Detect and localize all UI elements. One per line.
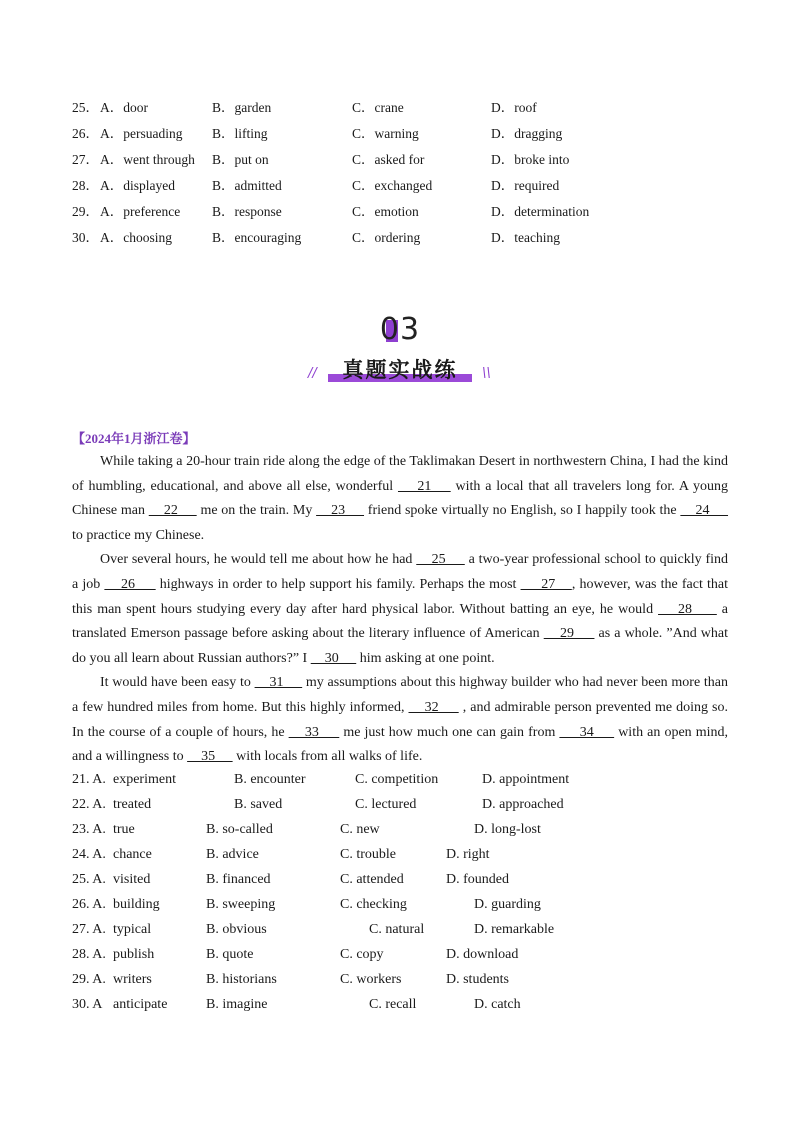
option-a: A．choosing [100,230,172,245]
option-b: B．admitted [212,178,282,193]
option-a: A．went through [100,152,195,167]
blank-21: 21 [397,478,451,494]
blank-35: 35 [187,749,233,765]
option-c: C. lectured [355,797,417,812]
passage-text: with an open mind, and a willingness to [72,724,729,765]
section-number: 03 [379,312,421,347]
blank-32: 32 [408,699,459,715]
option-b: B. sweeping [206,897,276,912]
option-d: D. download [446,947,519,962]
option-b: B．encouraging [212,230,302,245]
option-c: C. new [340,822,380,837]
option-c: C. competition [355,772,439,787]
passage-text: It would have been easy to [100,675,255,691]
option-d: D．broke into [491,152,570,167]
blank-27: 27 [520,576,572,592]
question-number: 25. A. [72,872,106,887]
option-d: D. right [446,847,490,862]
option-d: D．required [491,178,560,193]
blank-25: 25 [416,552,465,568]
passage-text: as a whole. ”And what do you all learn about Russian authors?” I [72,626,728,666]
question-number: 30. A [72,997,103,1012]
section-title: 真题实战练 [342,358,458,382]
option-d: D. catch [474,997,521,1012]
passage-text: me just how much one can gain from [339,724,560,740]
option-d: D. guarding [474,897,541,912]
blank-29: 29 [543,626,595,642]
blank-30: 30 [310,650,357,666]
option-a: true [113,822,135,837]
blank-23: 23 [316,503,365,519]
passage-text: with locals from all walks of life. [232,749,423,765]
question-number: 29. A. [72,972,106,987]
option-c: C．asked for [352,152,425,167]
question-number: 23. A. [72,822,106,837]
option-b: B. encounter [234,772,306,787]
option-number: 29． [72,204,99,219]
passage-paragraph [72,671,728,769]
option-c: C. natural [369,922,425,937]
option-b: B. obvious [206,922,267,937]
passage-text: highways in order to help support his family. Perhaps the most [155,576,521,592]
option-c: C. attended [340,872,404,887]
option-a: chance [113,847,152,862]
option-b: B．lifting [212,126,268,141]
passage-text: me on the train. My [196,503,317,519]
option-b: B．put on [212,152,269,167]
passage-text: with a local that all travelers long for. A young Chinese man [72,478,729,519]
option-c: C. checking [340,897,407,912]
passage-text: to practice my Chinese. [72,527,205,543]
option-c: C．emotion [352,204,419,219]
option-a: typical [113,922,152,937]
option-d: D. remarkable [474,922,555,937]
option-b: B. advice [206,847,259,862]
option-b: B. financed [206,872,271,887]
option-c: C. recall [369,997,417,1012]
left-slash-mark: // [308,366,317,381]
passage-text: , however, was the fact that this man spent hours studying every day after hard physical labor. Without batting an eye, he would [72,576,728,617]
passage-text: a translated Emerson passage before asking about the literary influence of American [72,601,728,642]
option-d: D. approached [482,797,564,812]
blank-26: 26 [104,576,156,592]
blank-28: 28 [658,601,717,617]
option-b: B．response [212,204,282,219]
option-number: 25． [72,100,99,115]
passage-text: Over several hours, he would tell me about how he had [100,552,417,568]
blank-24: 24 [680,503,729,519]
question-number: 27. A. [72,922,106,937]
passage-text: , and admirable person prevented me doing so. In the course of a couple of hours, he [72,699,728,740]
question-number: 28. A. [72,947,106,962]
option-a: anticipate [113,997,168,1012]
option-b: B．garden [212,100,272,115]
question-number: 22. A. [72,797,106,812]
option-c: C. copy [340,947,384,962]
option-d: D. long-lost [474,822,541,837]
option-d: D．teaching [491,230,560,245]
option-c: C．exchanged [352,178,433,193]
option-c: C．warning [352,126,419,141]
passage-text: a two-year professional school to quickly find a job [72,552,728,592]
option-number: 27． [72,152,99,167]
option-d: D．determination [491,204,590,219]
blank-31: 31 [254,675,303,691]
option-b: B. so-called [206,822,273,837]
question-number: 21. A. [72,772,106,787]
passage-text: friend spoke virtually no English, so I happily took the [364,503,681,519]
option-number: 28． [72,178,99,193]
blank-34: 34 [559,724,615,740]
blank-33: 33 [288,724,340,740]
passage-text: While taking a 20-hour train ride along the edge of the Taklimakan Desert in northwestern China, I had the kind of humbling, educational, and above all else, wonderful [72,454,728,494]
passage-paragraph [72,548,728,671]
option-c: C. workers [340,972,402,987]
option-a: experiment [113,772,176,787]
section-heading [300,312,500,392]
option-b: B. imagine [206,997,268,1012]
option-c: C．ordering [352,230,421,245]
option-a: building [113,897,160,912]
question-number: 26. A. [72,897,106,912]
option-a: treated [113,797,152,812]
option-b: B. historians [206,972,277,987]
option-a: publish [113,947,155,962]
blank-22: 22 [148,503,197,519]
option-a: A．preference [100,204,181,219]
option-d: D. appointment [482,772,570,787]
option-c: C．crane [352,100,404,115]
exam-source-label: 【2024年1月浙江卷】 [72,431,196,446]
option-d: D．dragging [491,126,563,141]
option-d: D. founded [446,872,509,887]
option-c: C. trouble [340,847,396,862]
passage-paragraph [72,450,728,548]
question-number: 24. A. [72,847,106,862]
passage-text: my assumptions about this highway builder who had never been more than a few hundred miles from home. But this highly informed, [72,675,728,715]
option-a: A．door [100,100,148,115]
option-d: D．roof [491,100,537,115]
option-b: B. saved [234,797,283,812]
right-slash-mark: \\ [482,366,491,381]
option-d: D. students [446,972,509,987]
option-a: A．persuading [100,126,183,141]
option-number: 26． [72,126,99,141]
option-number: 30． [72,230,99,245]
cloze-passage [72,450,728,770]
passage-text: him asking at one point. [356,650,495,666]
option-b: B. quote [206,947,254,962]
option-a: writers [113,972,152,987]
option-a: A．displayed [100,178,175,193]
option-a: visited [113,872,151,887]
